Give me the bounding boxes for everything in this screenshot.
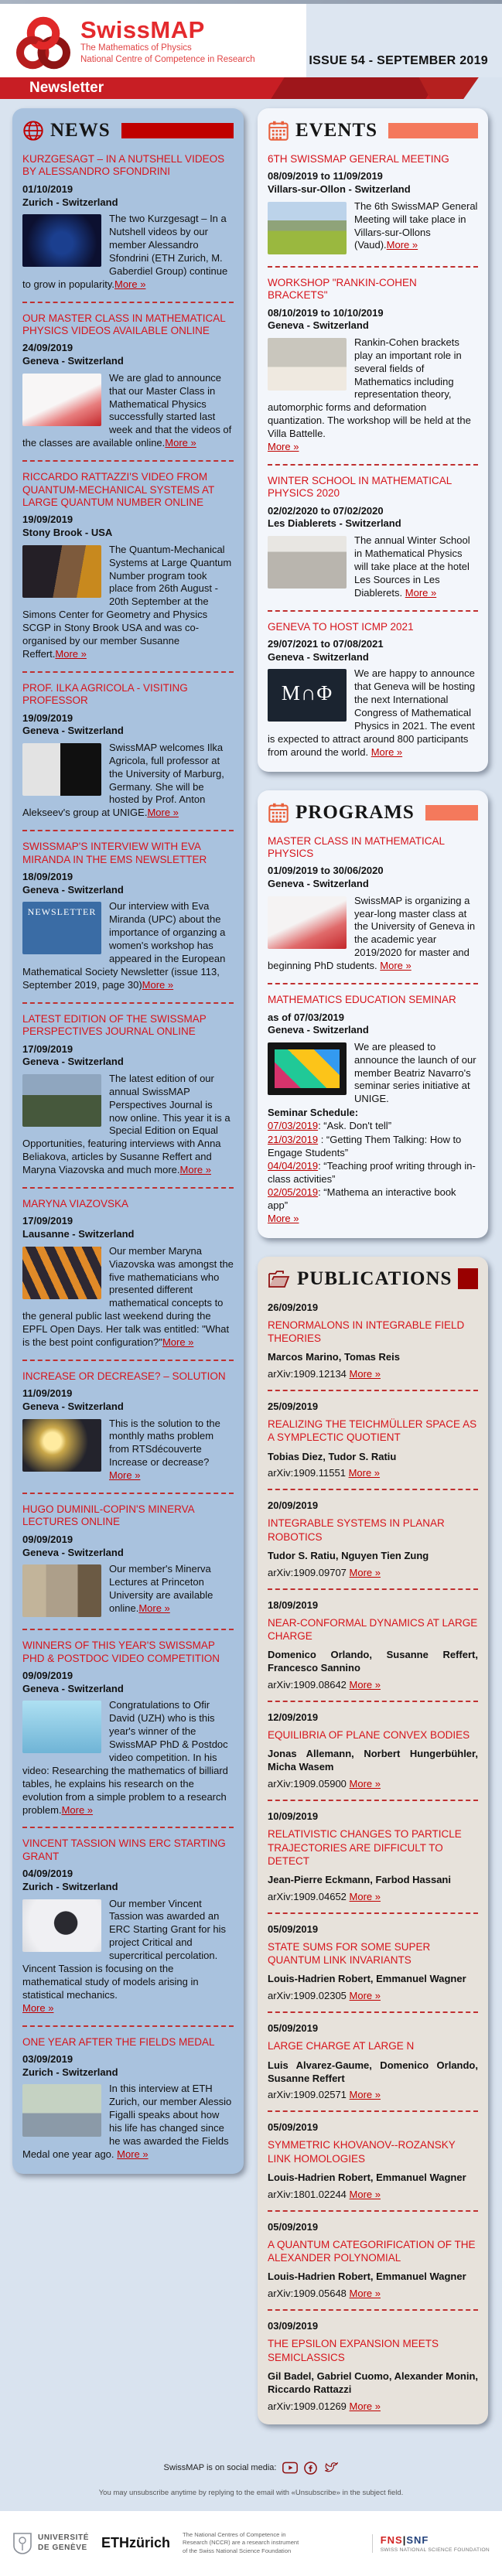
arxiv-id: arXiv:1909.12134 [268, 1368, 347, 1380]
news-section-title: NEWS [50, 120, 111, 141]
event-item-location: Geneva - Switzerland [268, 650, 369, 663]
news-item-body: In this interview at ETH Zurich, our member Alessio Figalli speaks about how his life has changed since he was awarded the Fields Medal one year ago. [22, 2083, 232, 2160]
separator [22, 1002, 234, 1004]
program-item-body: SwissMAP is organizing a year-long master class at the University of Geneva in the academic year 2019/2020 for master and beginning PhD students. [268, 894, 476, 972]
news-item-body: This is the solution to the monthly maths problem from RTSdécouverte Increase or decrease? [109, 1417, 220, 1469]
news-item [22, 841, 234, 991]
news-item-title[interactable]: VINCENT TASSION WINS ERC STARTING GRANT [22, 1837, 226, 1862]
more-link[interactable]: More » [349, 1990, 381, 2002]
publication-item [268, 2221, 478, 2299]
schedule-date-link[interactable]: 04/04/2019 [268, 1159, 319, 1172]
news-item-title[interactable]: SWISSMAP'S INTERVIEW WITH EVA MIRANDA IN THE EMS NEWSLETTER [22, 841, 207, 865]
news-item [22, 1837, 234, 2015]
footer-bar [0, 2511, 502, 2576]
arxiv-id: arXiv:1909.09707 [268, 1566, 347, 1578]
news-item-date: 04/09/2019 [22, 1868, 73, 1880]
publication-title[interactable]: STATE SUMS FOR SOME SUPER QUANTUM LINK INVARIANTS [268, 1940, 431, 1967]
calendar-icon [268, 802, 289, 824]
news-item-body: Our interview with Eva Miranda (UPC) about the importance of organzing a women's workshop has appeared in the European Mathematical Society Newsletter (issue 113, September 2019, page 30) [22, 900, 226, 991]
arxiv-id: arXiv:1909.02571 [268, 2089, 347, 2101]
news-item-location: Zurich - Switzerland [22, 196, 118, 208]
event-item-body: The 6th SwissMAP General Meeting will take place in Villars-sur-Ollons (Vaud). [354, 200, 478, 251]
separator [22, 460, 234, 462]
schedule-talk: : “Teaching proof writing through in-class activities” [268, 1159, 476, 1185]
event-item-body: We are happy to announce that Geneva will be hosting the next International Congress of Mathematical Physics in 2021. The event is expected to attract around 800 participants from around the world. [268, 667, 476, 758]
publication-title[interactable]: SYMMETRIC KHOVANOV--ROZANSKY LINK HOMOLOGIES [268, 2139, 456, 2165]
program-item [268, 835, 478, 974]
arxiv-id: arXiv:1909.01269 [268, 2400, 347, 2412]
banner-title: Newsletter [29, 80, 104, 96]
news-item [22, 1370, 234, 1482]
more-link[interactable]: More » [55, 647, 87, 660]
publication-date: 26/09/2019 [268, 1301, 319, 1313]
publication-item [268, 1401, 478, 1479]
social-media-label: SwissMAP is on social media: [163, 2463, 277, 2473]
news-item-body: The two Kurzgesagt – In a Nutshell videos by our member Alessandro Sfondrini (ETH Zurich, M. Gaberdiel Group) continue to grow in popularity. [22, 213, 228, 290]
news-thumbnail[interactable] [22, 1564, 101, 1617]
publication-date: 03/09/2019 [268, 2320, 319, 2332]
folder-icon [268, 1269, 291, 1289]
news-item-date: 17/09/2019 [22, 1215, 73, 1227]
news-item-date: 17/09/2019 [22, 1042, 73, 1055]
news-item-body: SwissMAP welcomes Ilka Agricola, full professor at the University of Marburg, Germany. She will be hosted by Prof. Anton Alekseev's group at UNIGE. [22, 741, 224, 819]
publication-authors: Luis Alvarez-Gaume, Domenico Orlando, Susanne Reffert [268, 2059, 478, 2084]
more-link[interactable]: More » [349, 1566, 381, 1578]
separator [268, 983, 478, 984]
separator [268, 1912, 478, 1914]
news-item-title[interactable]: WINNERS OF THIS YEAR'S SWISSMAP PHD & POSTDOC VIDEO COMPETITION [22, 1639, 220, 1664]
event-item-date: 08/10/2019 to 10/10/2019 [268, 306, 384, 319]
news-item [22, 471, 234, 661]
news-thumbnail[interactable] [22, 1701, 101, 1753]
publication-item [268, 2022, 478, 2100]
seminar-schedule-entry [268, 1159, 478, 1186]
publication-authors: Domenico Orlando, Susanne Reffert, Francesco Sannino [268, 1649, 478, 1674]
more-link[interactable]: More » [371, 746, 403, 758]
separator [22, 671, 234, 673]
seminar-schedule-entry [268, 1133, 478, 1159]
separator [22, 2025, 234, 2027]
snf-fns: FNS [380, 2533, 403, 2546]
program-item-title[interactable]: MATHEMATICS EDUCATION SEMINAR [268, 994, 456, 1006]
more-link[interactable]: More » [349, 2089, 381, 2101]
news-item-body: Our member's Minerva Lectures at Princeton University are available online. [109, 1563, 213, 1614]
news-item-date: 01/10/2019 [22, 183, 73, 195]
news-item [22, 1503, 234, 1619]
event-thumbnail[interactable] [268, 202, 347, 254]
publication-authors: Louis-Hadrien Robert, Emmanuel Wagner [268, 2271, 466, 2283]
publication-title[interactable]: REALIZING THE TEICHMÜLLER SPACE AS A SYMPLECTIC QUOTIENT [268, 1418, 477, 1444]
publication-authors: Gil Badel, Gabriel Cuomo, Alexander Monin, Riccardo Rattazzi [268, 2370, 478, 2395]
publication-authors: Marcos Marino, Tomas Reis [268, 1351, 400, 1363]
event-item-body: Rankin-Cohen brackets play an important role in several fields of Mathematics including representation theory, automorphic forms and deformation quantization. The workshop will be held at the Villa Battelle. [268, 336, 471, 440]
news-thumbnail[interactable] [22, 1247, 101, 1299]
news-item-location: Zurich - Switzerland [22, 2066, 118, 2078]
publication-authors: Louis-Hadrien Robert, Emmanuel Wagner [268, 1973, 466, 1985]
events-section-title: EVENTS [295, 120, 378, 141]
news-thumbnail[interactable] [22, 374, 101, 426]
news-item [22, 2036, 234, 2161]
separator [268, 1588, 478, 1590]
seminar-schedule-label: Seminar Schedule: [268, 1107, 359, 1119]
publication-title[interactable]: INTEGRABLE SYSTEMS IN PLANAR ROBOTICS [268, 1517, 445, 1543]
brand-tagline-2: National Centre of Competence in Research [80, 55, 255, 65]
arxiv-id: arXiv:1909.02305 [268, 1990, 347, 2002]
publication-title[interactable]: RENORMALONS IN INTEGRABLE FIELD THEORIES [268, 1319, 465, 1344]
events-header-bar [388, 123, 478, 138]
calendar-icon [268, 120, 289, 142]
news-thumbnail[interactable] [22, 214, 101, 267]
event-item-date: 02/02/2020 to 07/02/2020 [268, 504, 384, 517]
arxiv-id: arXiv:1801.02244 [268, 2188, 347, 2200]
publication-authors: Louis-Hadrien Robert, Emmanuel Wagner [268, 2171, 466, 2183]
news-item [22, 1198, 234, 1349]
publication-title[interactable]: EQUILIBRIA OF PLANE CONVEX BODIES [268, 1729, 470, 1742]
program-thumbnail[interactable] [268, 896, 347, 949]
publications-section-title: PUBLICATIONS [297, 1268, 452, 1289]
news-item-location: Geneva - Switzerland [22, 355, 124, 367]
news-item-title[interactable]: HUGO DUMINIL-COPIN'S MINERVA LECTURES ONLINE [22, 1503, 194, 1528]
more-link[interactable]: More » [165, 437, 196, 449]
program-item-date: 01/09/2019 to 30/06/2020 [268, 865, 384, 877]
event-item [268, 153, 478, 256]
event-thumbnail[interactable] [268, 536, 347, 589]
issue-label: ISSUE 54 - SEPTEMBER 2019 [309, 54, 488, 67]
news-item-title[interactable]: KURZGESAGT – IN A NUTSHELL VIDEOS BY ALESSANDRO SFONDRINI [22, 153, 225, 178]
news-item-body: The Quantum-Mechanical Systems at Large Quantum Number program took place from 26th August - 20th September at the Simons Center for Geometry and Physics SCGP in Stony Brook USA and was co-organised by our member Susanne Reffert. [22, 543, 232, 660]
swissmap-logo [12, 13, 74, 77]
separator [268, 610, 478, 612]
schedule-talk: : “Getting Them Talking: How to Engage Students” [268, 1133, 462, 1158]
program-item-title[interactable]: MASTER CLASS IN MATHEMATICAL PHYSICS [268, 834, 445, 859]
globe-icon [22, 120, 44, 142]
publication-date: 25/09/2019 [268, 1401, 319, 1413]
seminar-schedule-entry [268, 1186, 478, 1212]
schedule-date-link[interactable]: 02/05/2019 [268, 1186, 319, 1199]
brand-title: SwissMAP [80, 16, 205, 43]
news-thumbnail[interactable] [22, 2084, 101, 2137]
news-item-title[interactable]: INCREASE OR DECREASE? – SOLUTION [22, 1370, 226, 1382]
news-item-date: 09/09/2019 [22, 1670, 73, 1682]
publication-authors: Tudor S. Ratiu, Nguyen Tien Zung [268, 1550, 429, 1561]
news-thumbnail[interactable] [22, 743, 101, 796]
news-thumbnail[interactable] [22, 902, 101, 954]
snf-snf: SNF [406, 2533, 429, 2546]
unige-line2: DE GENÈVE [38, 2543, 87, 2552]
separator [268, 1390, 478, 1391]
news-item-title[interactable]: OUR MASTER CLASS IN MATHEMATICAL PHYSICS VIDEOS AVAILABLE ONLINE [22, 312, 226, 336]
news-item-date: 24/09/2019 [22, 342, 73, 354]
more-link[interactable]: More » [349, 1679, 381, 1691]
more-link[interactable]: More » [405, 586, 437, 599]
publication-item [268, 1500, 478, 1578]
schedule-talk: : “Ask. Don't tell” [318, 1120, 392, 1132]
more-link[interactable]: More » [268, 1213, 299, 1225]
news-item-date: 09/09/2019 [22, 1533, 73, 1545]
event-item [268, 621, 478, 759]
separator [22, 1187, 234, 1189]
more-link[interactable]: More » [349, 1778, 381, 1790]
publication-authors: Jean-Pierre Eckmann, Farbod Hassani [268, 1874, 451, 1886]
masthead [0, 4, 502, 77]
news-item-body: Our member Maryna Viazovska was amongst the five mathematicians who presented different mathematical concepts to the general public last weekend during the EPFL Open Days. Her talk was entitled: "What is the best point configuration?" [22, 1244, 234, 1348]
publication-date: 05/09/2019 [268, 2022, 319, 2035]
publication-date: 18/09/2019 [268, 1598, 319, 1611]
brand-tagline-1: The Mathematics of Physics [80, 43, 192, 53]
publication-date: 20/09/2019 [268, 1500, 319, 1512]
event-item-title[interactable]: WORKSHOP "RANKIN-COHEN BRACKETS" [268, 276, 417, 302]
news-item-location: Geneva - Switzerland [22, 883, 124, 896]
news-header-bar [121, 123, 234, 138]
news-item-location: Geneva - Switzerland [22, 725, 124, 737]
publication-date: 05/09/2019 [268, 2121, 319, 2134]
news-item-location: Geneva - Switzerland [22, 1546, 124, 1558]
publication-date: 12/09/2019 [268, 1711, 319, 1724]
program-item [268, 994, 478, 1226]
more-link[interactable]: More » [179, 1164, 211, 1176]
separator [22, 1360, 234, 1361]
news-item-title[interactable]: MARYNA VIAZOVSKA [22, 1198, 129, 1210]
publication-authors: Jonas Allemann, Norbert Hungerbühler, Micha Wasem [268, 1748, 478, 1773]
snf-logo[interactable]: FNS|SNF SWISS NATIONAL SCIENCE FOUNDATION [372, 2534, 490, 2553]
event-item-title[interactable]: 6TH SWISSMAP GENERAL MEETING [268, 153, 449, 165]
arxiv-id: arXiv:1909.04652 [268, 1890, 347, 1902]
publication-item [268, 1810, 478, 1902]
publication-title[interactable]: NEAR-CONFORMAL DYNAMICS AT LARGE CHARGE [268, 1616, 478, 1643]
event-item [268, 277, 478, 454]
news-item-location: Geneva - Switzerland [22, 1056, 124, 1068]
nccr-description: The National Centres of Competence in Research (NCCR) are a research instrument of the Swiss National Science Foundation [183, 2530, 299, 2554]
news-item-date: 19/09/2019 [22, 711, 73, 724]
publication-title[interactable]: THE EPSILON EXPANSION MEETS SEMICLASSICS [268, 2338, 439, 2363]
more-link[interactable]: More » [138, 1602, 170, 1614]
news-item-title[interactable]: LATEST EDITION OF THE SWISSMAP PERSPECTIVES JOURNAL ONLINE [22, 1012, 207, 1038]
program-item-location: Geneva - Switzerland [268, 1024, 369, 1036]
news-item-body: Our member Vincent Tassion was awarded an ERC Starting Grant for his project Critical and supercritical percolation. Vincent Tassion is focusing on the mathematical study of models arising in statistical mechanics. [22, 1897, 226, 2001]
more-link[interactable]: More » [114, 278, 146, 290]
news-item-location: Stony Brook - USA [22, 527, 113, 539]
thumbnail-text: NEWSLETTER [27, 906, 97, 918]
separator [268, 266, 478, 268]
publications-panel [258, 1257, 488, 2424]
publication-item [268, 2121, 478, 2199]
schedule-talk: : “Mathema an interactive book app” [268, 1186, 456, 1212]
news-item-date: 18/09/2019 [22, 871, 73, 883]
more-link[interactable]: More » [349, 2400, 381, 2412]
event-item [268, 475, 478, 600]
publication-date: 05/09/2019 [268, 1923, 319, 1935]
news-item-date: 11/09/2019 [22, 1387, 73, 1400]
publications-header-square [458, 1268, 478, 1289]
unige-emblem-icon [12, 2532, 32, 2555]
more-link[interactable]: More » [22, 2001, 54, 2014]
news-thumbnail[interactable] [22, 1419, 101, 1472]
news-item-location: Geneva - Switzerland [22, 1682, 124, 1694]
more-link[interactable]: More » [147, 807, 179, 819]
news-item-location: Lausanne - Switzerland [22, 1228, 135, 1240]
more-link[interactable]: More » [349, 1368, 381, 1380]
news-item-body: Congratulations to Ofir David (UZH) who is this year's winner of the SwissMAP PhD & Postdoc video competition. In his video: Researching the mathematics of billiard tables, he explains his research on the evolution from a simple problem to a research problem. [22, 1699, 228, 1816]
separator [268, 2011, 478, 2013]
arxiv-id: arXiv:1909.08642 [268, 1679, 347, 1691]
news-item-body: We are glad to announce that our Master Class in Mathematical Physics successfully started last week and that the videos of the classes are available online. [22, 371, 232, 449]
separator [22, 1629, 234, 1630]
twitter-icon[interactable] [323, 2462, 338, 2474]
publication-item [268, 1599, 478, 1691]
publication-date: 05/09/2019 [268, 2220, 319, 2233]
program-thumbnail[interactable] [268, 1042, 347, 1095]
publication-date: 10/09/2019 [268, 1810, 319, 1823]
separator [268, 1800, 478, 1801]
more-link[interactable]: More » [142, 978, 174, 991]
news-thumbnail[interactable] [22, 1074, 101, 1127]
event-item-title[interactable]: WINTER SCHOOL IN MATHEMATICAL PHYSICS 2020 [268, 474, 452, 500]
event-item-date: 29/07/2021 to 07/08/2021 [268, 638, 384, 650]
arxiv-id: arXiv:1909.11551 [268, 1467, 346, 1479]
publication-item [268, 1711, 478, 1790]
publication-item [268, 1923, 478, 2001]
more-link[interactable]: More » [162, 1336, 194, 1348]
news-thumbnail[interactable] [22, 545, 101, 598]
more-link[interactable]: More » [117, 2148, 149, 2160]
news-item-body: The latest edition of our annual SwissMAP Perspectives Journal is now online. This year it is a Special Edition on Equal Opportunities, featuring interviews with Anna Beliakova, articles by Susanne Reffert and Maryna Viazovska and much more. [22, 1072, 231, 1176]
publication-title[interactable]: RELATIVISTIC CHANGES TO PARTICLE TRAJECTORIES ARE DIFFICULT TO DETECT [268, 1828, 462, 1867]
news-item [22, 1013, 234, 1177]
icmp-logo[interactable] [268, 669, 347, 722]
separator [268, 1701, 478, 1702]
event-item-body: The annual Winter School in Mathematical Physics will take place at the hotel Les Sources in Les Diablerets. [354, 534, 470, 599]
news-item [22, 153, 234, 292]
unige-line1: UNIVERSITÉ [38, 2533, 90, 2543]
programs-panel [258, 790, 488, 1238]
schedule-date-link[interactable]: 07/03/2019 [268, 1120, 319, 1132]
youtube-icon[interactable] [282, 2462, 298, 2474]
unige-logo[interactable] [12, 2532, 89, 2555]
news-item-date: 03/09/2019 [22, 2053, 73, 2066]
snf-caption: SWISS NATIONAL SCIENCE FOUNDATION [380, 2547, 490, 2553]
event-item-location: Les Diablerets - Switzerland [268, 517, 401, 530]
seminar-schedule-entry [268, 1119, 478, 1132]
eth-logo[interactable]: ETHzürich [101, 2535, 171, 2551]
unsubscribe-note: You may unsubscribe anytime by replying to the email with «Unsubscribe» in the subject field. [98, 2488, 404, 2497]
news-panel [12, 108, 244, 2174]
publication-item [268, 1302, 478, 1380]
thumbnail-text: M∩Φ [281, 681, 333, 705]
more-link[interactable]: More » [349, 2288, 381, 2300]
separator [268, 464, 478, 466]
news-item-date: 19/09/2019 [22, 513, 73, 526]
news-item-title[interactable]: ONE YEAR AFTER THE FIELDS MEDAL [22, 2035, 215, 2048]
separator [268, 1489, 478, 1490]
more-link[interactable]: More » [380, 960, 412, 972]
publication-title[interactable]: A QUANTUM CATEGORIFICATION OF THE ALEXANDER POLYNOMIAL [268, 2238, 476, 2264]
newsletter-banner [0, 77, 502, 99]
schedule-date-link[interactable]: 21/03/2019 [268, 1133, 319, 1145]
news-item-title[interactable]: RICCARDO RATTAZZI'S VIDEO FROM QUANTUM-MECHANICAL SYSTEMS AT LARGE QUANTUM NUMBER ONLINE [22, 471, 215, 508]
news-item-location: Zurich - Switzerland [22, 1880, 118, 1892]
event-item-date: 08/09/2019 to 11/09/2019 [268, 170, 383, 183]
publication-title[interactable]: LARGE CHARGE AT LARGE N [268, 2040, 415, 2052]
news-thumbnail[interactable] [22, 1899, 101, 1952]
event-thumbnail[interactable] [268, 338, 347, 391]
separator [22, 1827, 234, 1828]
events-panel [258, 108, 488, 772]
more-link[interactable]: More » [268, 441, 299, 453]
event-item-location: Villars-sur-Ollon - Switzerland [268, 183, 411, 196]
arxiv-id: arXiv:1909.05648 [268, 2288, 347, 2300]
news-item-title[interactable]: PROF. ILKA AGRICOLA - VISITING PROFESSOR [22, 681, 188, 707]
facebook-icon[interactable] [304, 2462, 317, 2475]
publication-authors: Tobias Diez, Tudor S. Ratiu [268, 1450, 397, 1462]
more-link[interactable]: More » [109, 1469, 141, 1482]
separator [22, 302, 234, 303]
more-link[interactable]: More » [386, 239, 418, 251]
news-item [22, 682, 234, 821]
publication-item [268, 2320, 478, 2411]
arxiv-id: arXiv:1909.05900 [268, 1778, 347, 1790]
programs-section-title: PROGRAMS [295, 801, 415, 823]
program-item-date: as of 07/03/2019 [268, 1011, 345, 1023]
more-link[interactable]: More » [349, 1890, 381, 1902]
more-link[interactable]: More » [348, 1467, 381, 1479]
programs-header-bar [425, 805, 478, 821]
news-item [22, 312, 234, 451]
more-link[interactable]: More » [349, 2188, 381, 2200]
event-item-title[interactable]: GENEVA TO HOST ICMP 2021 [268, 620, 414, 633]
more-link[interactable]: More » [61, 1803, 94, 1816]
separator [268, 2309, 478, 2311]
separator [22, 830, 234, 831]
separator [22, 1493, 234, 1494]
program-item-body: We are pleased to announce the launch of our member Beatriz Navarro's seminar series initiative at UNIGE. [354, 1040, 476, 1105]
news-item-location: Geneva - Switzerland [22, 1400, 124, 1412]
separator [268, 2210, 478, 2212]
program-item-location: Geneva - Switzerland [268, 878, 369, 890]
news-item [22, 1639, 234, 1817]
event-item-location: Geneva - Switzerland [268, 319, 369, 332]
separator [268, 2110, 478, 2112]
